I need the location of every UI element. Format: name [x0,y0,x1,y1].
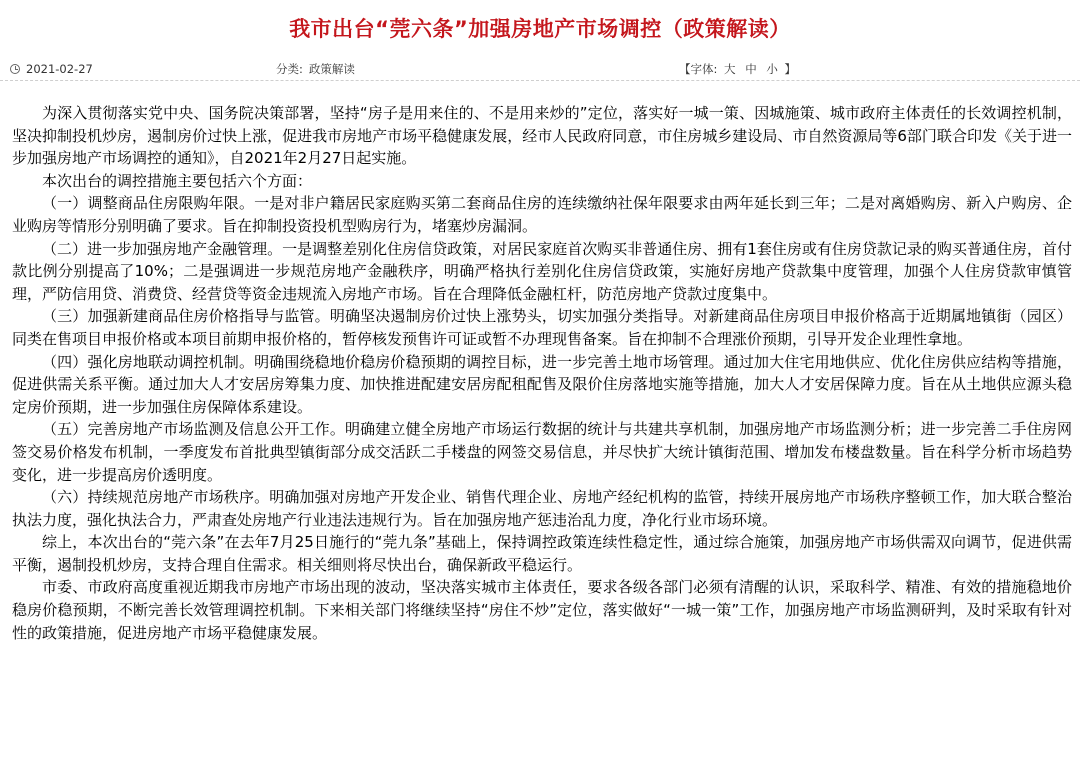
category [276,61,355,77]
paragraph: （五）完善房地产市场监测及信息公开工作。明确建立健全房地产市场运行数据的统计与共建共享机制，加强房地产市场监测分析；进一步完善二手住房网签交易价格发布机制，一季度发布首批典型镇街部分成交活跃二手楼盘的网签交易信息，并尽快扩大统计镇街范围、增加发布楼盘数量。旨在科学分析市场趋势变化，进一步提高房价透明度。 [12,420,1072,484]
paragraph: （六）持续规范房地产市场秩序。明确加强对房地产开发企业、销售代理企业、房地产经纪机构的监管，持续开展房地产市场秩序整顿工作，加大联合整治执法力度，强化执法合力，严肃查处房地产行业违法违规行为。旨在加强房地产惩违治乱力度，净化行业市场环境。 [12,488,1072,529]
category-label: 分类: [276,62,303,76]
category-value: 政策解读 [308,62,355,76]
article-title: 我市出台“莞六条”加强房地产市场调控（政策解读） [289,17,791,41]
font-size-label: 【字体: [679,62,718,76]
font-size-small-link[interactable]: 小 [766,62,778,76]
paragraph: 本次出台的调控措施主要包括六个方面： [42,171,313,190]
font-size-close-bracket: 】 [784,62,796,76]
article-meta [0,60,1080,80]
paragraph: （一）调整商品住房限购年限。一是对非户籍居民家庭购买第二套商品住房的连续缴纳社保年限要求由两年延长到三年；二是对离婚购房、新入户购房、企业购房等情形分别明确了要求。旨在抑制投资投机型购房行为，堵塞炒房漏洞。 [12,194,1072,235]
clock-icon [10,64,20,74]
font-size-switcher [679,61,796,77]
font-size-medium-link[interactable]: 中 [745,62,757,76]
article-body [12,102,1072,644]
meta-divider [0,80,1080,81]
paragraph: （二）进一步加强房地产金融管理。一是调整差别化住房信贷政策，对居民家庭首次购买非普通住房、拥有1套住房或有住房贷款记录的购买普通住房，首付款比例分别提高了10%；二是强调进一步规范房地产金融秩序，明确严格执行差别化住房信贷政策，实施好房地产贷款集中度管理，加强个人住房贷款审慎管理，严防信用贷、消费贷、经营贷等资金违规流入房地产市场。旨在合理降低金融杠杆，防范房地产贷款过度集中。 [12,239,1072,303]
paragraph: （四）强化房地联动调控机制。明确围绕稳地价稳房价稳预期的调控目标，进一步完善土地市场管理。通过加大住宅用地供应、优化住房供应结构等措施，促进供需关系平衡。通过加大人才安居房筹集力度、加快推进配建安居房配租配售及限价住房落地实施等措施，加大人才安居保障力度。旨在从土地供应源头稳定房价预期，进一步加强住房保障体系建设。 [12,352,1072,416]
font-size-large-link[interactable]: 大 [724,62,736,76]
publish-date [10,61,93,77]
paragraph: 为深入贯彻落实党中央、国务院决策部署，坚持“房子是用来住的、不是用来炒的”定位，落实好一城一策、因城施策、城市政府主体责任的长效调控机制，坚决抑制投机炒房，遏制房价过快上涨，促进我市房地产市场平稳健康发展，经市人民政府同意，市住房城乡建设局、市自然资源局等6部门联合印发《关于进一步加强房地产市场调控的通知》，自2021年2月27日起实施。 [12,104,1072,168]
paragraph: 市委、市政府高度重视近期我市房地产市场出现的波动，坚决落实城市主体责任，要求各级各部门必须有清醒的认识，采取科学、精准、有效的措施稳地价稳房价稳预期，不断完善长效管理调控机制。下来相关部门将继续坚持“房住不炒”定位，落实做好“一城一策”工作，加强房地产市场监测研判，及时采取有针对性的政策措施，促进房地产市场平稳健康发展。 [12,578,1072,642]
paragraph: （三）加强新建商品住房价格指导与监管。明确坚决遏制房价过快上涨势头，切实加强分类指导。对新建商品住房项目申报价格高于近期属地镇街（园区）同类在售项目申报价格或本项目前期申报价格的，暂停核发预售许可证或暂不办理现售备案。旨在抑制不合理涨价预期，引导开发企业理性拿地。 [12,307,1072,348]
paragraph: 综上，本次出台的“莞六条”在去年7月25日施行的“莞九条”基础上，保持调控政策连续性稳定性，通过综合施策，加强房地产市场供需双向调节，促进供需平衡，遏制投机炒房，支持合理自住需求。相关细则将尽快出台，确保新政平稳运行。 [12,533,1072,574]
publish-date-text: 2021-02-27 [26,62,93,76]
